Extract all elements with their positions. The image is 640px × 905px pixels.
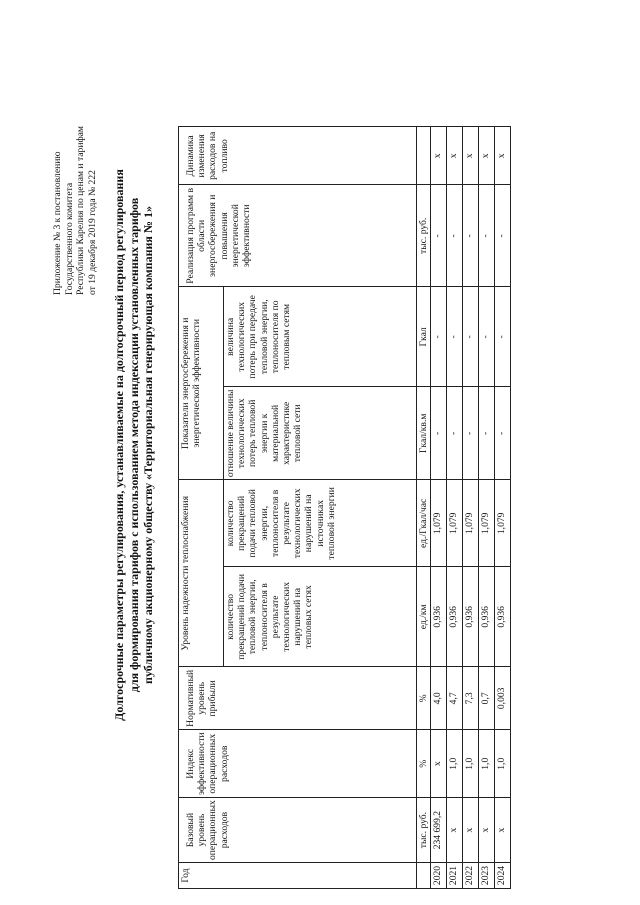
appendix-line: Республики Карелия по ценам и тарифам <box>75 125 86 295</box>
unit-cell <box>417 127 431 185</box>
table-row <box>463 127 479 889</box>
cell-sources: 1,079 <box>447 480 463 567</box>
cell-ratio: - <box>463 387 479 480</box>
cell-ratio: - <box>495 387 511 480</box>
header-program: Реализация программ в области энергосбережения и повышения энергетической эффективности <box>179 185 417 287</box>
cell-fuel: х <box>463 127 479 185</box>
cell-network: 0,936 <box>463 567 479 667</box>
cell-base: 234 699,2 <box>431 798 447 863</box>
header-base-level: Базовый уровень операционных расходов <box>179 798 417 863</box>
cell-index: 1,0 <box>495 730 511 798</box>
cell-sources: 1,079 <box>463 480 479 567</box>
appendix-line: Государственного комитета <box>63 182 75 295</box>
cell-base: х <box>463 798 479 863</box>
cell-loss: - <box>479 287 495 387</box>
cell-profit: 0,003 <box>495 667 511 730</box>
cell-base: х <box>479 798 495 863</box>
cell-fuel: х <box>495 127 511 185</box>
title-line: для формирования тарифов с использованием метода индексации установленных тарифов <box>126 197 141 693</box>
unit-cell-year <box>417 863 431 889</box>
units-row <box>417 127 431 889</box>
cell-program: - <box>431 185 447 287</box>
cell-profit: 0,7 <box>479 667 495 730</box>
table-row <box>431 127 447 889</box>
cell-program: - <box>479 185 495 287</box>
cell-sources: 1,079 <box>479 480 495 567</box>
cell-sources: 1,079 <box>495 480 511 567</box>
title-line: Долгосрочные параметры регулирования, устанавливаемые на долгосрочный период регулирования <box>112 169 126 721</box>
cell-fuel: х <box>479 127 495 185</box>
header-loss-ratio: отношение величины технологических потерь тепловой энергии к материальной характеристике тепловой сети <box>224 387 417 480</box>
table-row <box>495 127 511 889</box>
header-year: Год <box>179 863 417 889</box>
cell-base: х <box>447 798 463 863</box>
cell-year: 2023 <box>479 863 495 889</box>
cell-profit: 7,3 <box>463 667 479 730</box>
header-reliability-group: Уровень надежности теплоснабжения <box>179 480 224 667</box>
cell-year: 2020 <box>431 863 447 889</box>
cell-year: 2024 <box>495 863 511 889</box>
cell-year: 2022 <box>463 863 479 889</box>
cell-ratio: - <box>447 387 463 480</box>
unit-cell: тыс. руб. <box>417 798 431 863</box>
cell-ratio: - <box>479 387 495 480</box>
cell-sources: 1,079 <box>431 480 447 567</box>
unit-cell: % <box>417 667 431 730</box>
header-energy-group: Показатели энергосбережения и энергетической эффективности <box>179 287 224 480</box>
cell-loss: - <box>431 287 447 387</box>
cell-index: 1,0 <box>479 730 495 798</box>
cell-index: 1,0 <box>447 730 463 798</box>
cell-index: х <box>431 730 447 798</box>
header-profit-level: Нормативный уровень прибыли <box>179 667 417 730</box>
header-interruptions-sources: количество прекращений подачи тепловой энергии, теплоносителя в результате технологических нарушений на источниках тепловой энергии <box>224 480 417 567</box>
cell-ratio: - <box>431 387 447 480</box>
title-line: публичному акционерному обществу «Территориальная генерирующая компания № 1» <box>141 206 155 684</box>
unit-cell: Гкал/кв.м <box>417 387 431 480</box>
unit-cell: Гкал <box>417 287 431 387</box>
cell-year: 2021 <box>447 863 463 889</box>
cell-loss: - <box>495 287 511 387</box>
cell-profit: 4,7 <box>447 667 463 730</box>
cell-program: - <box>463 185 479 287</box>
cell-loss: - <box>463 287 479 387</box>
cell-fuel: х <box>431 127 447 185</box>
parameters-table <box>178 126 511 889</box>
cell-loss: - <box>447 287 463 387</box>
document-title <box>112 45 156 845</box>
cell-network: 0,936 <box>447 567 463 667</box>
header-interruptions-network: количество прекращений подачи тепловой энергии, теплоносителя в результате технологических нарушений на тепловых сетях <box>224 567 417 667</box>
unit-cell: % <box>417 730 431 798</box>
cell-network: 0,936 <box>431 567 447 667</box>
table-row <box>447 127 463 889</box>
cell-program: - <box>447 185 463 287</box>
unit-cell: ед./Гкал/час <box>417 480 431 567</box>
cell-program: - <box>495 185 511 287</box>
cell-network: 0,936 <box>479 567 495 667</box>
unit-cell: тыс. руб. <box>417 185 431 287</box>
unit-cell: ед./км <box>417 567 431 667</box>
appendix-note <box>52 15 98 295</box>
cell-network: 0,936 <box>495 567 511 667</box>
cell-fuel: х <box>447 127 463 185</box>
table-row <box>479 127 495 889</box>
appendix-line: от 19 декабря 2019 года № 222 <box>86 170 98 295</box>
header-fuel-dynamics: Динамика изменения расходов на топливо <box>179 127 417 185</box>
header-efficiency-index: Индекс эффективности операционных расходов <box>179 730 417 798</box>
cell-profit: 4,0 <box>431 667 447 730</box>
appendix-line: Приложение № 3 к постановлению <box>52 151 63 295</box>
header-loss-value: величина технологических потерь при передаче тепловой энергии, теплоносителя по тепловым сетям <box>224 287 417 387</box>
cell-index: 1,0 <box>463 730 479 798</box>
cell-base: х <box>495 798 511 863</box>
